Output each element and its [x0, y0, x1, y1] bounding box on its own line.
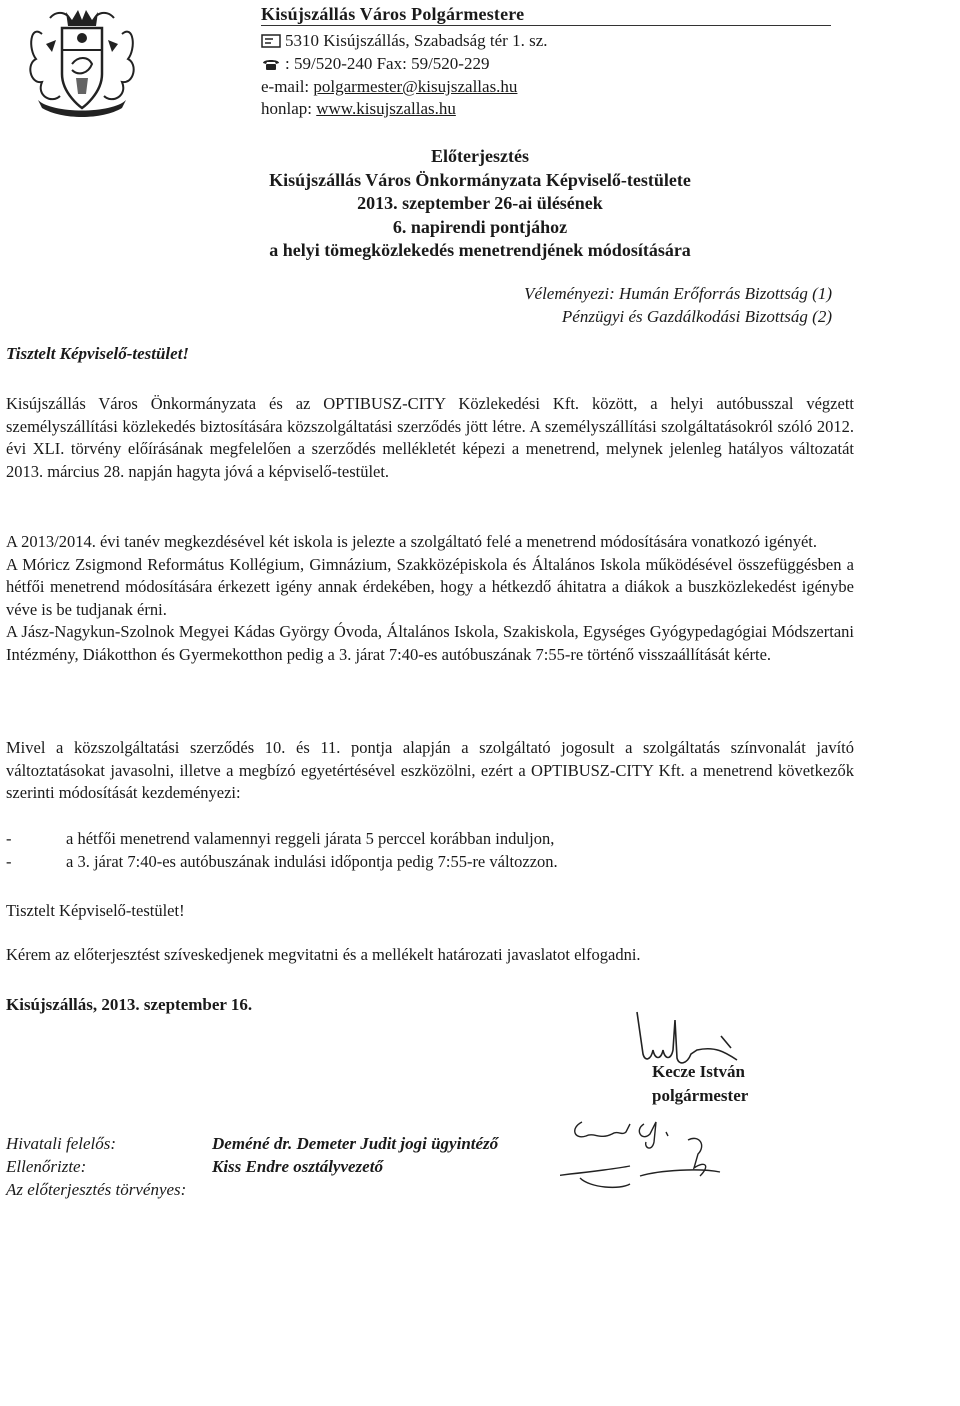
phone-icon	[261, 57, 281, 71]
paragraph-proposal: Mivel a közszolgáltatási szerződés 10. és 11. pontja alapján a szolgáltató jogosult a szolgáltatás színvonalát javító változtatásokat javasolni, illetve a megbízó egyetértésével eszközölni, ezért a OPTIBUSZ-CITY Kft. a menetrend következők szerinti módosítását kezdeményezi:	[6, 738, 854, 802]
opinion-line-2: Pénzügyi és Gazdálkodási Bizottság (2)	[561, 307, 832, 326]
title-line-4: 6. napirendi pontjához	[392, 216, 568, 237]
list-item-text: a 3. járat 7:40-es autóbuszának indulási időpontja pedig 7:55-re változzon.	[66, 852, 558, 871]
header-website-label: honlap:	[261, 99, 317, 118]
document-title-block	[0, 145, 960, 263]
list-item-text: a hétfői menetrend valamennyi reggeli járata 5 perccel korábban induljon,	[66, 829, 555, 848]
list-item	[6, 827, 854, 850]
header-website	[261, 99, 456, 119]
header-address	[261, 31, 548, 51]
envelope-icon	[261, 34, 281, 48]
list-bullet: -	[6, 829, 12, 848]
place-and-date: Kisújszállás, 2013. szeptember 16.	[6, 995, 253, 1014]
header-email-label: e-mail:	[261, 77, 314, 96]
header-email-link[interactable]: polgarmester@kisujszallas.hu	[313, 77, 518, 96]
list-item	[6, 850, 854, 873]
header-email	[261, 77, 517, 97]
header-phone	[261, 54, 489, 74]
signer-role: polgármester	[652, 1086, 749, 1105]
footer-value-responsible: Deméné dr. Demeter Judit jogi ügyintéző	[212, 1134, 499, 1153]
paragraph-requests	[6, 531, 854, 666]
header-divider	[261, 25, 831, 26]
request-text: Kérem az előterjesztést szíveskedjenek megvitatni és a mellékelt határozati javaslatot elfogadni.	[6, 945, 641, 964]
initials-signature-icon	[560, 1118, 890, 1198]
title-line-2: Kisújszállás Város Önkormányzata Képviselő-testülete	[269, 169, 691, 190]
proposal-list	[6, 827, 854, 873]
paragraph-contract: Kisújszállás Város Önkormányzata és az OPTIBUSZ-CITY Közlekedési Kft. között, a helyi autóbusszal végzett személyszállítási közlekedés biztosítására közszolgáltatási szerződés jött létre. A személyszállítási szolgáltatásokról szóló 2012. évi XLI. törvény előírásának megfelelően a szerződés mellékletét képezi a menetrend, melynek jelenleg hatályos változatát 2013. március 28. napján hagyta jóvá a képviselő-testület.	[6, 394, 854, 481]
signer-name: Kecze István	[652, 1062, 746, 1081]
footer-value-checked: Kiss Endre osztályvezető	[212, 1157, 383, 1176]
title-line-3: 2013. szeptember 26-ai ülésének	[357, 193, 603, 213]
header-organization: Kisújszállás Város Polgármestere	[261, 4, 525, 24]
opinion-line-1: Véleményezi: Humán Erőforrás Bizottság (1)	[524, 284, 832, 303]
header-address-text: 5310 Kisújszállás, Szabadság tér 1. sz.	[285, 31, 548, 50]
paragraph-request-moricz: A Móricz Zsigmond Református Kollégium, Gimnázium, Szakközépiskola és Általános Iskola működésével összefüggésben a hétfői menetrend módosítására érkezett igény annak érdekében, hogy a hétkezdő áhitatra a diákok a buszközlekedést igénybe véve is be tudjanak érni.	[6, 554, 854, 619]
header-website-link[interactable]: www.kisujszallas.hu	[316, 99, 456, 118]
header-phone-text: : 59/520-240 Fax: 59/520-229	[285, 54, 490, 73]
paragraph-request-kadas: A Jász-Nagykun-Szolnok Megyei Kádas György Óvoda, Általános Iskola, Szakiskola, Egységes Gyógypedagógiai Módszertani Intézmény, Diákotthon és Gyermekotthon pedig a 3. járat 7:40-es autóbuszának 7:55-re történő visszaállítását kérte.	[6, 622, 854, 664]
coat-of-arms-icon	[22, 4, 142, 122]
footer-label-checked: Ellenőrizte:	[6, 1157, 87, 1176]
signer-block	[652, 1060, 748, 1108]
paragraph-request-intro: A 2013/2014. évi tanév megkezdésével két iskola is jelezte a szolgáltató felé a menetrend módosítására vonatkozó igényét.	[6, 532, 817, 551]
footer-label-legal: Az előterjesztés törvényes:	[6, 1180, 187, 1199]
title-line-1: Előterjesztés	[431, 146, 529, 166]
closing-salutation: Tisztelt Képviselő-testület!	[6, 901, 185, 920]
footer-label-responsible: Hivatali felelős:	[6, 1134, 117, 1153]
opinion-block	[524, 282, 832, 328]
list-bullet: -	[6, 852, 12, 871]
title-line-5: a helyi tömegközlekedés menetrendjének módosítására	[269, 240, 691, 260]
salutation: Tisztelt Képviselő-testület!	[6, 344, 190, 363]
